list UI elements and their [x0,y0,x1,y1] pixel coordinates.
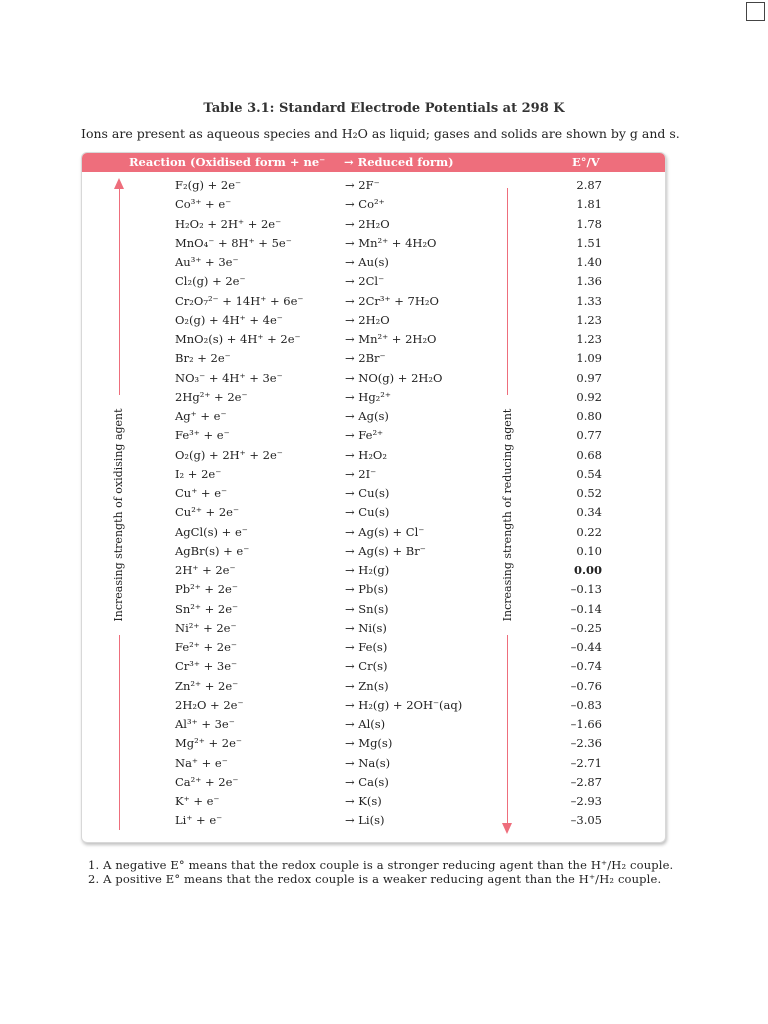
oxidised-form-cell: Co³⁺ + e⁻ [175,197,232,212]
reduced-form-cell: → 2H₂O [345,216,390,231]
potential-cell: 0.22 [576,524,602,539]
potential-cell: 1.23 [576,332,602,346]
reduced-form-cell: → Al(s) [345,717,386,731]
oxidised-form-cell: AgCl(s) + e⁻ [175,524,248,539]
reducing-strength-label: Increasing strength of reducing agent [501,395,517,635]
potential-cell: 0.92 [576,389,602,404]
table-row [0,562,768,581]
reduced-form-cell: → Co²⁺ [345,197,385,212]
oxidised-form-cell: I₂ + 2e⁻ [175,466,222,481]
table-row [0,755,768,774]
potential-cell: –0.44 [570,640,602,654]
reduced-form-cell: → Ag(s) + Cl⁻ [345,524,425,539]
oxidised-form-cell: Ag⁺ + e⁻ [175,409,227,423]
potential-cell: 0.80 [576,409,602,423]
table-row [0,524,768,543]
potential-cell: –2.87 [570,774,602,789]
table-row [0,312,768,331]
reduced-form-cell: → Na(s) [345,755,391,770]
table-row [0,466,768,485]
oxidised-form-cell: Cu²⁺ + 2e⁻ [175,505,240,520]
table-row [0,216,768,235]
potential-cell: –2.93 [570,794,602,808]
oxidised-form-cell: Mg²⁺ + 2e⁻ [175,736,242,751]
potential-cell: 0.97 [576,370,602,385]
header-oxidised-form: Reaction (Oxidised form + ne⁻ [129,155,326,169]
potential-cell: 0.34 [576,505,602,520]
table-row [0,389,768,408]
table-row [0,812,768,831]
potential-cell: 0.52 [576,486,602,500]
reduced-form-cell: → Cu(s) [345,505,390,520]
oxidised-form-cell: NO₃⁻ + 4H⁺ + 3e⁻ [175,370,283,385]
table-row [0,293,768,312]
oxidised-form-cell: 2H⁺ + 2e⁻ [175,563,236,577]
reduced-form-cell: → Sn(s) [345,601,389,616]
header-reduced-form: → Reduced form) [344,155,454,169]
potential-cell: 1.78 [576,216,602,231]
oxidised-form-cell: O₂(g) + 2H⁺ + 2e⁻ [175,447,283,462]
reduced-form-cell: → Mg(s) [345,736,393,751]
table-row [0,196,768,215]
potential-cell: 1.51 [576,235,602,250]
oxidised-form-cell: Pb²⁺ + 2e⁻ [175,582,238,597]
table-row [0,678,768,697]
table-row [0,254,768,273]
oxidised-form-cell: Fe²⁺ + 2e⁻ [175,640,237,654]
footnote-1: 1. A negative E° means that the redox couple is a stronger reducing agent than the H⁺/H₂ couple. [88,858,674,872]
oxidised-form-cell: MnO₂(s) + 4H⁺ + 2e⁻ [175,332,301,346]
oxidised-form-cell: Br₂ + 2e⁻ [175,351,231,366]
potential-cell: 0.54 [576,466,602,481]
header-potential: E°/V [572,155,600,169]
table-row [0,427,768,446]
potential-cell: 2.87 [576,178,602,192]
oxidised-form-cell: O₂(g) + 4H⁺ + 4e⁻ [175,312,283,327]
potential-cell: 1.81 [576,197,602,212]
oxidised-form-cell: AgBr(s) + e⁻ [175,543,250,558]
reduced-form-cell: → Pb(s) [345,582,389,597]
reduced-form-cell: → 2I⁻ [345,466,377,481]
table-row [0,504,768,523]
table-row [0,793,768,812]
reduced-form-cell: → K(s) [345,794,382,808]
reduced-form-cell: → 2F⁻ [345,178,380,192]
reduced-form-cell: → Ag(s) + Br⁻ [345,543,426,558]
oxidised-form-cell: Sn²⁺ + 2e⁻ [175,601,239,616]
reduced-form-cell: → Ni(s) [345,620,387,635]
reduced-form-cell: → 2H₂O [345,312,390,327]
table-header [82,153,665,172]
oxidised-form-cell: Cr³⁺ + 3e⁻ [175,659,238,674]
oxidised-form-cell: Li⁺ + e⁻ [175,813,223,828]
potential-cell: 1.09 [576,351,602,366]
table-row [0,447,768,466]
oxidised-form-cell: Ni²⁺ + 2e⁻ [175,620,237,635]
potential-cell: –3.05 [570,813,602,828]
oxidised-form-cell: Al³⁺ + 3e⁻ [175,717,235,731]
oxidised-form-cell: Cl₂(g) + 2e⁻ [175,274,246,289]
oxidised-form-cell: H₂O₂ + 2H⁺ + 2e⁻ [175,216,282,231]
table-row [0,774,768,793]
reduced-form-cell: → H₂(g) + 2OH⁻(aq) [345,697,463,712]
oxidised-form-cell: F₂(g) + 2e⁻ [175,178,242,192]
reduced-form-cell: → Li(s) [345,813,385,828]
potential-cell: –2.36 [570,736,602,751]
table-subtitle: Ions are present as aqueous species and H₂O as liquid; gases and solids are shown by g and s. [81,126,680,141]
potential-cell: 0.77 [576,428,602,443]
oxidised-form-cell: Cr₂O₇²⁻ + 14H⁺ + 6e⁻ [175,293,304,308]
potential-cell: 0.68 [576,447,602,462]
oxidised-form-cell: 2H₂O + 2e⁻ [175,697,244,712]
table-row [0,350,768,369]
reduced-form-cell: → Au(s) [345,255,389,269]
table-row [0,485,768,504]
oxidised-form-cell: Au³⁺ + 3e⁻ [175,255,239,269]
table-row [0,658,768,677]
potential-cell: –0.83 [570,697,602,712]
potential-cell: –1.66 [570,717,602,731]
oxidised-form-cell: MnO₄⁻ + 8H⁺ + 5e⁻ [175,235,292,250]
oxidised-form-cell: Fe³⁺ + e⁻ [175,428,230,443]
potential-cell: –0.74 [570,659,602,674]
oxidised-form-cell: Zn²⁺ + 2e⁻ [175,678,239,693]
reduced-form-cell: → Cr(s) [345,659,388,674]
reduced-form-cell: → 2Br⁻ [345,351,386,366]
table-row [0,601,768,620]
table-row [0,735,768,754]
potential-cell: –0.13 [570,582,602,597]
potential-cell: 0.10 [576,543,602,558]
potential-cell: 1.23 [576,312,602,327]
potential-cell: –2.71 [570,755,602,770]
reduced-form-cell: → H₂O₂ [345,447,387,462]
oxidised-form-cell: Cu⁺ + e⁻ [175,486,228,500]
table-row [0,620,768,639]
table-title: Table 3.1: Standard Electrode Potentials at 298 K [203,101,565,116]
potential-cell: 1.33 [576,293,602,308]
potential-cell: 0.00 [573,563,602,577]
potential-cell: 1.40 [576,255,602,269]
reduced-form-cell: → H₂(g) [345,563,390,577]
reduced-form-cell: → NO(g) + 2H₂O [345,370,443,385]
reduced-form-cell: → Ag(s) [345,409,389,423]
potential-cell: –0.14 [570,601,602,616]
table-row [0,408,768,427]
reduced-form-cell: → Mn²⁺ + 2H₂O [345,332,437,346]
oxidised-form-cell: Ca²⁺ + 2e⁻ [175,774,239,789]
reduced-form-cell: → 2Cr³⁺ + 7H₂O [345,293,439,308]
table-row [0,370,768,389]
table-row [0,639,768,658]
reduced-form-cell: → Fe²⁺ [345,428,384,443]
table-row [0,581,768,600]
oxidised-form-cell: 2Hg²⁺ + 2e⁻ [175,389,248,404]
page-corner-checkbox [746,2,765,21]
table-row [0,235,768,254]
potential-cell: 1.36 [576,274,602,289]
reduced-form-cell: → Cu(s) [345,486,390,500]
table-row [0,273,768,292]
potential-cell: –0.76 [570,678,602,693]
potential-cell: –0.25 [570,620,602,635]
table-row [0,177,768,196]
reduced-form-cell: → Zn(s) [345,678,389,693]
reduced-form-cell: → Ca(s) [345,774,389,789]
reduced-form-cell: → 2Cl⁻ [345,274,385,289]
reduced-form-cell: → Hg₂²⁺ [345,389,391,404]
oxidised-form-cell: K⁺ + e⁻ [175,794,220,808]
table-row [0,543,768,562]
table-row [0,716,768,735]
oxidising-strength-label: Increasing strength of oxidising agent [112,395,128,635]
table-row [0,331,768,350]
reduced-form-cell: → Mn²⁺ + 4H₂O [345,235,437,250]
reduced-form-cell: → Fe(s) [345,640,388,654]
footnote-2: 2. A positive E° means that the redox couple is a weaker reducing agent than the H⁺/H₂ couple. [88,872,662,886]
table-row [0,697,768,716]
oxidised-form-cell: Na⁺ + e⁻ [175,755,228,770]
